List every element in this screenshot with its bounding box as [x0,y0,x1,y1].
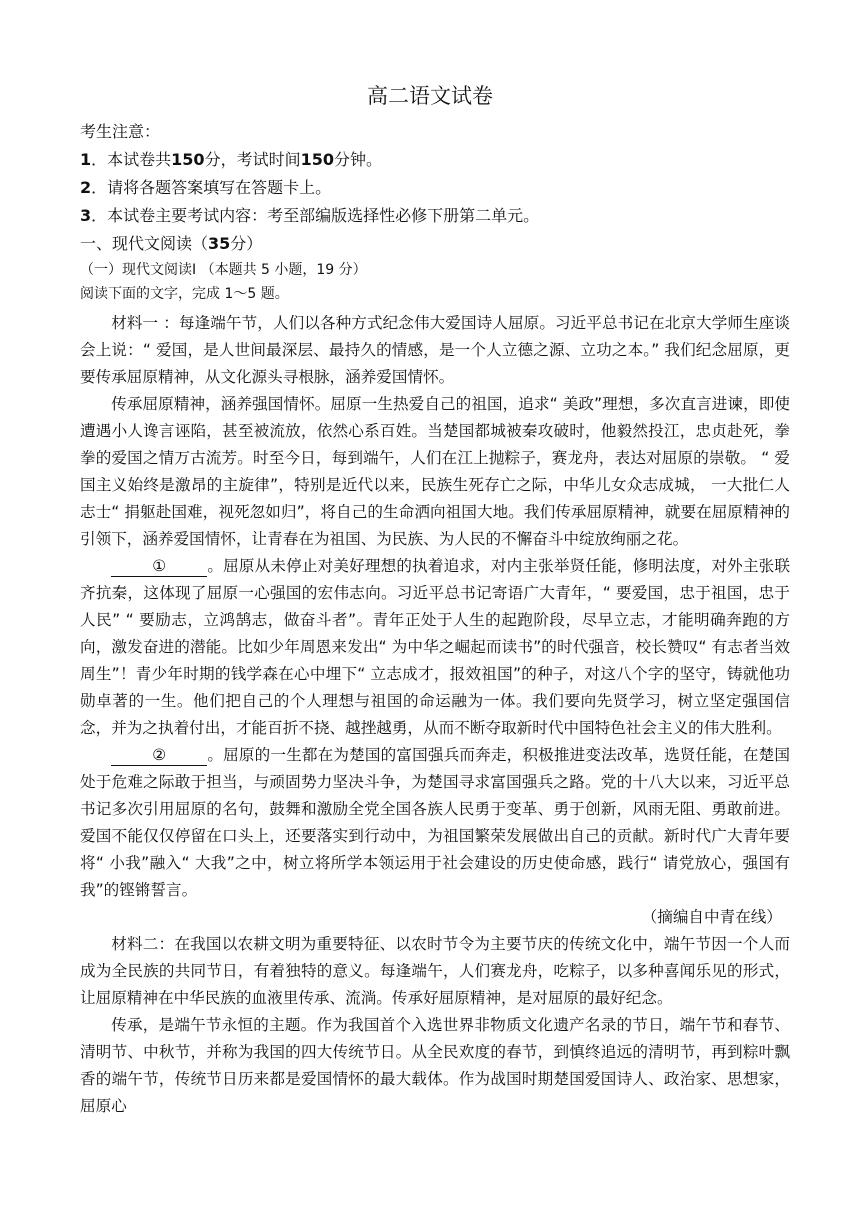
fill-blank-2: ② [111,745,207,766]
fill-blank-1: ① [111,556,207,577]
reading-instruction: 阅读下面的文字，完成 1～5 题。 [80,286,289,302]
reading-passage [80,310,790,1120]
notice-item-1: 1．本试卷共150分，考试时间150分钟。 [80,150,382,169]
section-heading: 一、现代文阅读（35分） [80,234,263,253]
passage-paragraph-6: 传承，是端午节永恒的主题。作为我国首个入选世界非物质文化遗产名录的节日，端午节和春节、清明节、中秋节，并称为我国的四大传统节日。从全民欢度的春节，到慎终追远的清明节，再到粽叶飘香的端午节，传统节日历来都是爱国情怀的最大载体。作为战国时期楚国爱国诗人、政治家、思想家，屈原心 [80,1016,790,1115]
passage-paragraph-3: ① 。屈原从未停止对美好理想的执着追求，对内主张举贤任能，修明法度，对外主张联齐抗秦，这体现了屈原一心强国的宏伟志向。习近平总书记寄语广大青年，“ 要爱国，忠于祖国，忠于人民” “ 要励志，立鸿鹄志，做奋斗者”。青年正处于人生的起跑阶段，尽早立志，才能明确奔跑的方向，激发奋进的潜能。比如少年周恩来发出“ 为中华之崛起而读书”的时代强音，校长赞叹“ 有志者当效周生”！青少年时期的钱学森在心中埋下“ 立志成才，报效祖国”的种子，对这八个字的坚守，铸就他功勋卓著的一生。他们把自己的个人理想与祖国的命运融为一体。我们要向先贤学习，树立坚定强国信念，并为之执着付出，才能百折不挠、越挫越勇，从而不断夺取新时代中国特色社会主义的伟大胜利。 [80,557,790,737]
passage-paragraph-2: 传承屈原精神，涵养强国情怀。屈原一生热爱自己的祖国，追求“ 美政”理想，多次直言进谏，即使遭遇小人谗言诬陷，甚至被流放，依然心系百姓。当楚国都城被秦攻破时，他毅然投江，忠贞赴死，拳拳的爱国之情万古流芳。时至今日，每到端午，人们在江上抛粽子，赛龙舟，表达对屈原的崇敬。 “ 爱国主义始终是激昂的主旋律”，特别是近代以来，民族生死存亡之际，中华儿女众志成城， 一大批仁人志士“ 捐躯赴国难，视死忽如归”，将自己的生命洒向祖国大地。我们传承屈原精神，就要在屈原精神的引领下，涵养爱国情怀，让青春在为祖国、为民族、为人民的不懈奋斗中绽放绚丽之花。 [80,395,790,548]
notice-item-3: 3．本试卷主要考试内容：考至部编版选择性必修下册第二单元。 [80,206,540,225]
passage-paragraph-5: 材料二：在我国以农耕文明为重要特征、以农时节令为主要节庆的传统文化中，端午节因一个人而成为全民族的共同节日，有着独特的意义。每逢端午，人们赛龙舟，吃粽子，以多种喜闻乐见的形式，让屈原精神在中华民族的血液里传承、流淌。传承好屈原精神，是对屈原的最好纪念。 [80,935,790,1007]
subsection-heading: （一）现代文阅读Ⅰ （本题共 5 小题，19 分） [80,262,367,278]
notice-item-number: 3 [80,206,92,225]
notice-heading: 考生注意： [80,122,161,141]
notice-item-2: 2．请将各题答案填写在答题卡上。 [80,178,332,197]
exam-header [80,118,790,258]
source-citation: （摘编自中青在线） [641,908,782,926]
passage-paragraph-1: 材料一 ：每逢端午节，人们以各种方式纪念伟大爱国诗人屈原。习近平总书记在北京大学师生座谈会上说：“ 爱国，是人世间最深层、最持久的情感，是一个人立德之源、立功之本。” 我们纪念屈原，更要传承屈原精神，从文化源头寻根脉，涵养爱国情怀。 [80,314,790,386]
notice-item-number: 1 [80,150,92,169]
passage-paragraph-4: ② 。屈原的一生都在为楚国的富国强兵而奔走，积极推进变法改革，选贤任能，在楚国处于危难之际敢于担当，与顽固势力坚决斗争，为楚国寻求富国强兵之路。党的十八大以来，习近平总书记多次引用屈原的名句，鼓舞和激励全党全国各族人民勇于变革、勇于创新，风雨无阻、勇敢前进。爱国不能仅仅停留在口头上，还要落实到行动中，为祖国繁荣发展做出自己的贡献。新时代广大青年要将“ 小我”融入“ 大我”之中，树立将所学本领运用于社会建设的历史使命感，践行“ 请党放心，强国有我”的铿锵誓言。 [80,746,790,899]
notice-item-number: 2 [80,178,92,197]
exam-title: 高二语文试卷 [367,84,493,108]
subsection-block [80,258,790,306]
